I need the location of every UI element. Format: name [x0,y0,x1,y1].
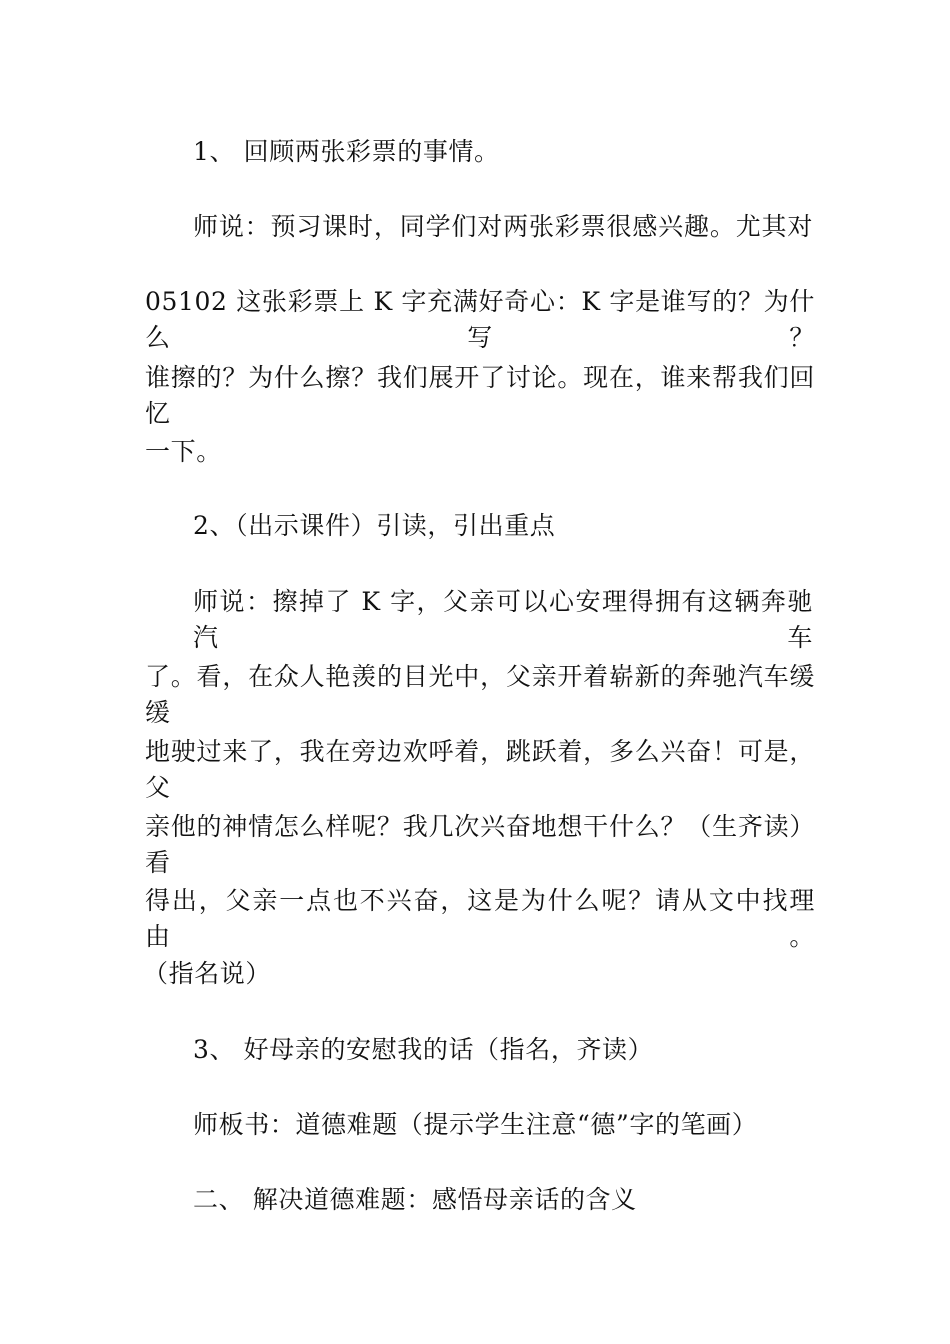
section-heading-1: 1、 回顾两张彩票的事情。 [193,137,500,166]
paragraph-line: 谁擦的？为什么擦？我们展开了讨论。现在，谁来帮我们回忆 [145,363,815,428]
paragraph-line: 师说：擦掉了 K 字，父亲可以心安理得拥有这辆奔驰汽车 [193,587,813,652]
section-heading-3: 3、 好母亲的安慰我的话（指名，齐读） [193,1035,654,1064]
paragraph-line: 师说：预习课时，同学们对两张彩票很感兴趣。尤其对 [193,212,813,241]
paragraph-line: 得出，父亲一点也不兴奋，这是为什么呢？请从文中找理由。 [145,886,815,951]
paragraph-line: 05102 这张彩票上 K 字充满好奇心：K 字是谁写的？为什么写？ [145,287,815,352]
paragraph-line: 了。看，在众人艳羡的目光中，父亲开着崭新的奔驰汽车缓缓 [145,662,815,727]
paragraph-line: 地驶过来了，我在旁边欢呼着，跳跃着，多么兴奋！可是，父 [145,737,815,802]
section-heading-2: 2、（出示课件）引读，引出重点 [193,511,556,540]
paragraph-line: 师板书：道德难题（提示学生注意“德”字的笔画） [193,1110,758,1139]
paragraph-line: （指名说） [143,959,272,988]
paragraph-line: 一下。 [145,437,222,466]
paragraph-line: 亲他的神情怎么样呢？我几次兴奋地想干什么？（生齐读）看 [145,812,815,877]
section-heading-4: 二、 解决道德难题：感悟母亲话的含义 [193,1185,637,1214]
